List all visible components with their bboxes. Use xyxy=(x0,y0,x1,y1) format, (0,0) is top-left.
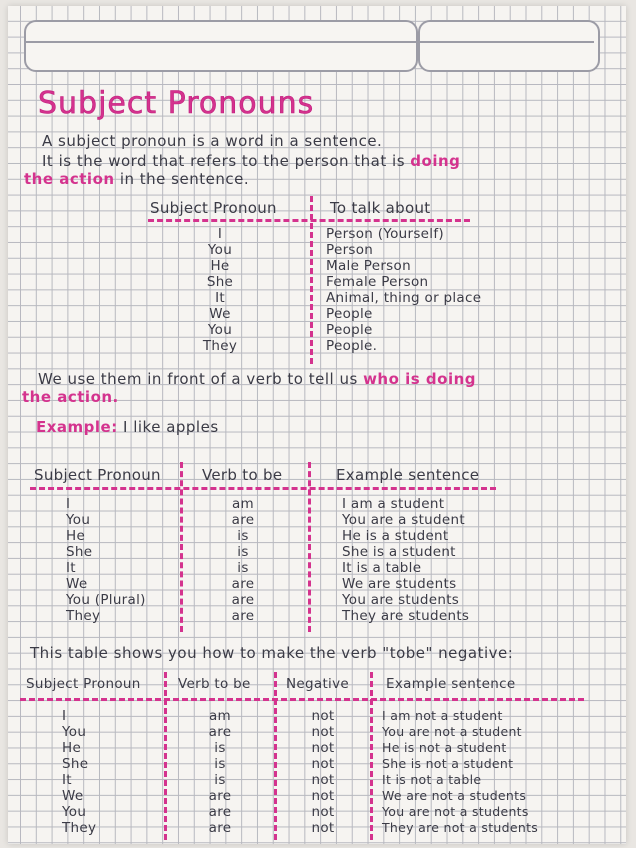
table-cell: People xyxy=(326,322,373,338)
table-cell: He xyxy=(62,740,82,756)
table-cell: It xyxy=(66,560,76,576)
table1-header-about: To talk about xyxy=(330,199,431,217)
intro-highlight-doing: doing xyxy=(410,152,461,170)
table2-sentence-column xyxy=(342,496,469,624)
table-cell: You xyxy=(207,322,233,338)
table3-negative-column xyxy=(292,708,354,836)
table-cell: You are not a students xyxy=(382,804,529,819)
table2-header-rule xyxy=(30,487,496,490)
usage-highlight-action: the action. xyxy=(22,388,119,406)
table-cell: You xyxy=(62,804,87,820)
table-cell: She xyxy=(62,756,89,772)
usage-line-1 xyxy=(38,370,476,388)
intro-line-2 xyxy=(42,152,460,170)
table-cell: We xyxy=(66,576,88,592)
table-cell: are xyxy=(231,608,255,624)
table-cell: You are a student xyxy=(342,512,465,528)
table-cell: are xyxy=(231,592,255,608)
table-cell: Animal, thing or place xyxy=(326,290,482,306)
usage-highlight-who: who is doing xyxy=(363,370,477,388)
example-text: I like apples xyxy=(123,418,219,436)
table-cell: not xyxy=(311,804,335,820)
table-cell: not xyxy=(311,820,335,836)
table-cell: They xyxy=(66,608,101,624)
table2-divider-2 xyxy=(308,462,311,632)
table-cell: She xyxy=(66,544,93,560)
table-cell: not xyxy=(311,788,335,804)
table-cell: I am a student xyxy=(342,496,445,512)
table3-divider-3 xyxy=(370,672,373,840)
table3-header-sentence: Example sentence xyxy=(386,676,516,692)
example-label: Example: xyxy=(36,418,118,436)
table-cell: is xyxy=(237,560,249,576)
table-cell: It is a table xyxy=(342,560,422,576)
table3-header-negative: Negative xyxy=(286,676,349,692)
table-cell: is xyxy=(237,528,249,544)
table-cell: They xyxy=(62,820,97,836)
intro-line-3-text: in the sentence. xyxy=(119,170,250,188)
table-cell: We are not a students xyxy=(382,788,527,803)
table3-header-rule xyxy=(20,698,584,701)
table-cell: I am not a student xyxy=(382,708,503,723)
table-cell: It is not a table xyxy=(382,772,482,787)
table3-header-verb: Verb to be xyxy=(178,676,251,692)
table3-divider-2 xyxy=(274,672,277,840)
table1-column-divider xyxy=(310,196,313,364)
table-cell: She is not a student xyxy=(382,756,514,771)
table2-header-sentence: Example sentence xyxy=(336,466,480,484)
table3-verb-column xyxy=(184,708,256,836)
table-cell: I xyxy=(66,496,71,512)
example-line xyxy=(36,418,219,436)
usage-text: We use them in front of a verb to tell us xyxy=(38,370,358,388)
table-cell: are xyxy=(208,788,232,804)
intro-line-2-text: It is the word that refers to the person that is xyxy=(42,152,406,170)
table-cell: We xyxy=(209,306,231,322)
table1-header-rule xyxy=(148,219,470,222)
table3-header-pronoun: Subject Pronoun xyxy=(26,676,141,692)
table-cell: am xyxy=(231,496,255,512)
table-cell: are xyxy=(208,724,232,740)
table-cell: We are students xyxy=(342,576,457,592)
table2-header-verb: Verb to be xyxy=(202,466,283,484)
negative-intro: This table shows you how to make the verb "tobe" negative: xyxy=(30,644,514,662)
table-cell: You xyxy=(62,724,87,740)
table-cell: They xyxy=(202,338,238,354)
table-cell: They are not a students xyxy=(382,820,539,835)
header-box-left xyxy=(24,20,418,72)
table1-about-column xyxy=(326,226,481,354)
table-cell: People. xyxy=(326,338,378,354)
table-cell: Person xyxy=(326,242,374,258)
table1-pronoun-column xyxy=(184,226,256,354)
table-cell: I xyxy=(217,226,223,242)
table-cell: not xyxy=(311,724,335,740)
table-cell: He is not a student xyxy=(382,740,507,755)
table-cell: Male Person xyxy=(326,258,411,274)
table-cell: He is a student xyxy=(342,528,449,544)
table-cell: Female Person xyxy=(326,274,429,290)
table-cell: He xyxy=(210,258,230,274)
table-cell: is xyxy=(237,544,249,560)
intro-line-3 xyxy=(24,170,249,188)
table-cell: You are students xyxy=(342,592,460,608)
notebook-page xyxy=(8,6,626,844)
table2-divider-1 xyxy=(180,462,183,632)
table-cell: are xyxy=(231,576,255,592)
table-cell: not xyxy=(311,772,335,788)
table-cell: is xyxy=(214,740,226,756)
table2-verb-column xyxy=(208,496,278,624)
intro-line-1: A subject pronoun is a word in a sentence. xyxy=(42,132,383,150)
table1-header-pronoun: Subject Pronoun xyxy=(150,199,277,217)
page-title: Subject Pronouns xyxy=(38,86,315,121)
table-cell: is xyxy=(214,772,226,788)
table-cell: are xyxy=(208,804,232,820)
header-divider xyxy=(26,41,594,43)
table-cell: It xyxy=(215,290,225,306)
table-cell: are xyxy=(208,820,232,836)
table-cell: is xyxy=(214,756,226,772)
table-cell: We xyxy=(62,788,84,804)
table-cell: not xyxy=(311,756,335,772)
table3-divider-1 xyxy=(164,672,167,840)
table-cell: You xyxy=(207,242,233,258)
table2-pronoun-column xyxy=(66,496,146,624)
intro-highlight-action: the action xyxy=(24,170,115,188)
table-cell: He xyxy=(66,528,86,544)
table-cell: am xyxy=(208,708,232,724)
table-cell: I xyxy=(62,708,67,724)
table-cell: You xyxy=(66,512,91,528)
table2-header-pronoun: Subject Pronoun xyxy=(34,466,161,484)
table3-sentence-column xyxy=(382,708,538,836)
header-box-right xyxy=(418,20,600,72)
table-cell: You (Plural) xyxy=(66,592,146,608)
table-cell: People xyxy=(326,306,373,322)
table-cell: not xyxy=(311,740,335,756)
table-cell: Person (Yourself) xyxy=(326,226,444,242)
table-cell: not xyxy=(311,708,335,724)
table3-pronoun-column xyxy=(62,708,96,836)
table-cell: It xyxy=(62,772,72,788)
table-cell: They are students xyxy=(342,608,470,624)
table-cell: You are not a student xyxy=(382,724,522,739)
table-cell: are xyxy=(231,512,255,528)
table-cell: She xyxy=(206,274,234,290)
table-cell: She is a student xyxy=(342,544,456,560)
